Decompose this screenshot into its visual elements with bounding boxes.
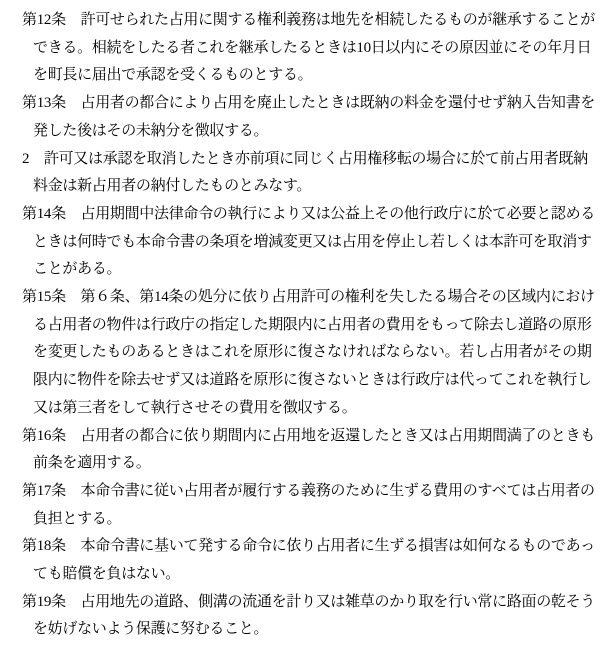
- text-line-continuation: を町長に届出で承認を受くるものとする。: [33, 67, 313, 84]
- text-line-article-12: 第12条 許可せられた占用に関する権利義務は地先を相続したるものが継承することが: [22, 12, 596, 28]
- text-line-paragraph-2: 2 許可又は承認を取消したとき亦前項に同じく占用権移転の場合に於て前占用者既納: [22, 150, 588, 167]
- text-line-continuation: ときは何時でも本命令書の条項を増減変更又は占用を停止し若しくは本許可を取消す: [33, 233, 592, 250]
- text-line-article-19: 第19条 占用地先の道路、側溝の流通を計り又は雑草のかり取を行い常に路面の乾そう: [22, 593, 596, 610]
- text-line-article-16: 第16条 占用者の都合に依り期間内に占用地を返還したとき又は占用期間満了のときも: [22, 427, 596, 444]
- text-line-continuation: 限内に物件を除去せず又は道路を原形に復さないときは行政庁は代ってこれを執行し: [33, 372, 592, 389]
- text-line-continuation: る占用者の物件は行政庁の指定した期限内に占用者の費用をもって除去し道路の原形: [33, 316, 592, 333]
- text-line-continuation: ことがある。: [33, 261, 122, 278]
- text-line-continuation: 発した後はその未納分を徴収する。: [33, 122, 269, 139]
- text-line-article-14: 第14条 占用期間中法律命令の執行により又は公益上その他行政庁に於て必要と認める: [22, 205, 596, 222]
- text-line-article-15: 第15条 第６条、第14条の処分に依り占用許可の権利を失したる場合その区域内におけ: [22, 289, 595, 306]
- text-line-continuation: ても賠償を負はない。: [33, 566, 181, 583]
- text-line-article-13: 第13条 占用者の都合により占用を廃止したときは既納の料金を還付せず納入告知書を: [22, 95, 596, 112]
- text-line-continuation: 又は第三者をして執行させその費用を徴収する。: [33, 399, 357, 416]
- text-line-article-17: 第17条 本命令書に従い占用者が履行する義務のために生ずる費用のすべては占用者の: [22, 482, 595, 499]
- text-line-continuation: 前条を適用する。: [33, 455, 151, 472]
- text-line-continuation: できる。相続をしたる者これを継承したるときは10日以内にその原因並にその年月日: [33, 39, 592, 56]
- text-line-continuation: 料金は新占用者の納付したものとみなす。: [33, 178, 312, 195]
- text-line-continuation: を妨げないよう保護に努むること。: [33, 621, 269, 638]
- text-line-article-18: 第18条 本命令書に基いて発する命令に依り占用者に生ずる損害は如何なるものであっ: [22, 538, 595, 555]
- text-line-continuation: を変更したものあるときはこれを原形に復さなければならない。若し占用者がその期: [33, 344, 592, 361]
- text-line-continuation: 負担とする。: [33, 510, 122, 527]
